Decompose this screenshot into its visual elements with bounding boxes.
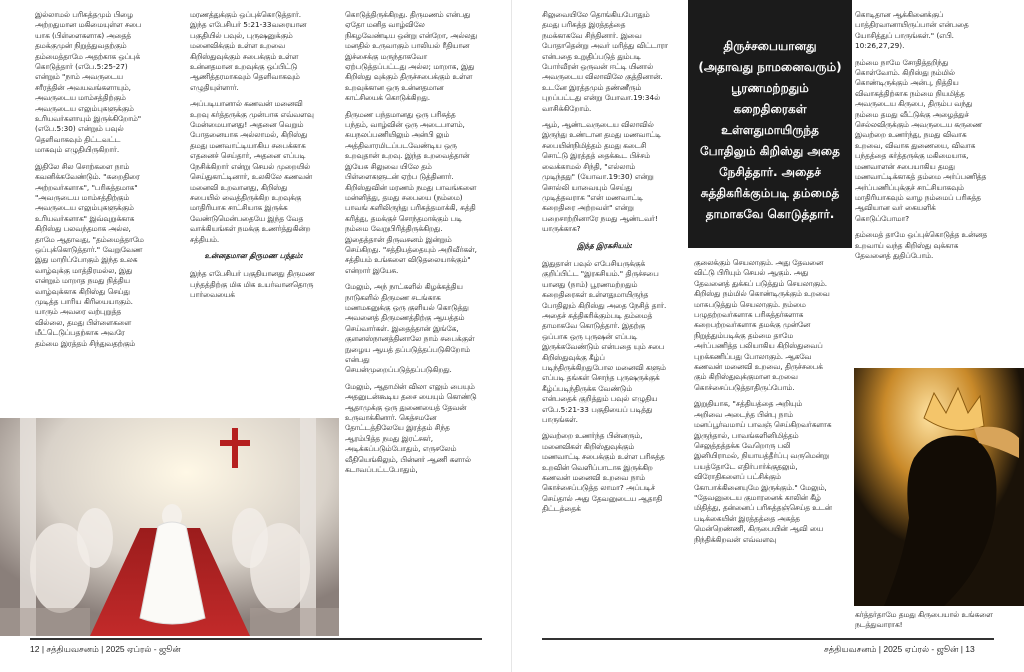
right-column-1 — [542, 10, 668, 626]
cross-icon — [232, 428, 238, 468]
paragraph: மேலும், அந் நாட்களில் கிழக்கத்திய நாடுகளில் திருமண சடங்காக மணமகனுக்கு ஒரு குளியல் கொடுத்து அவனைத் திருமணத்திற்கு ஆயத்தம் செய்வார்கள். இதைத்தான் இங்கே, குளனஸ்நானத்தினாலே நாம் சபைக்குள் நுழைய ஆயத் தப்படுத்தப்படுகிறோம் என்பது செயன்முறைப்படுத்தப்படுகிறது. — [345, 282, 475, 375]
pull-quote-text: திருச்சபையானது (அதாவது நாமனைவரும்) பூரணமற்றதும் கறைதிரைகள் உள்ளதுமாயிருந்த போதிலும் கிறிஸ்து அதை நேசித்தார். அதைச் சுத்திகரிக்கும்படி தம்மைத் தாமாகவே கொடுத்தார். — [698, 39, 842, 221]
crown-photo-svg — [854, 368, 1024, 606]
bride-illustration-svg — [0, 418, 339, 636]
paragraph: கர்த்தர்தாமே தமது கிருபையால் உங்களை நடத்துவாராக! — [855, 610, 993, 630]
right-column-2 — [694, 258, 832, 626]
paragraph: இந்த எபேசியர் பகுதியானது திருமண பந்தத்திற்கு மிக மிக உயர்வானதொரு பார்வையைக் — [190, 269, 315, 300]
left-column-3 — [345, 10, 477, 626]
paragraph: நம்மை நாமே சோதித்தறிந்து கொள்வோம். கிறிஸ்து நம்மில் கொண்டிருக்கும் அன்பு, நித்திய விவாகத்திற்காக நம்மை நியமித்த அவருடைய கிருபை, திரும்ப வந்து நம்மை தமது வீட்டுக்கு அழைத்துச் செல்லவிருக்கும் அவருடைய கருணை இவற்றை உணர்ந்து, நமது விவாக உறவை, விவாக துணையை, விவாக பந்தத்தை கர்த்தருக்கு மகிமையாக, மணவாளன் சபையாகிய தமது மணவாட்டிக்காகத் தம்மை அர்ப்பணித்த அர்ப்பணிப்புக்குச் சாட்சியாகவும் மாதிரியாகவும் வாழ நம்மைப் பரிசுத்த ஆவியான வர் கையளிக் கொடுப்போமா? — [855, 57, 987, 223]
paragraph: மரணத்துக்கும் ஒப்புக்கொடுத்தார். இந்த எபேசியர் 5:21-33வரையான பகுதியில் பவுல், புருஷனுக்கும் மனைவிக்கும் உள்ள உறவை கிறிஸ்துவுக்கும் சபைக்கும் உள்ள உன்னதமான உறவுக்கு ஒப்பிட்டு ஆணித்தரமாகவும் தெளிவாகவும் எழுதியுள்ளார். — [190, 10, 307, 92]
section-subheading: இந்த இரகசியம்: — [577, 240, 633, 250]
paragraph: திருமண பந்தமானது ஒரு பரிசுத்த பந்தம், வாழ்வின் ஒரு அடைபாளம், சுயநலப்பணியிலும் அன்பி லும் அத்திவாரமிடப்படவேண்டிய ஒரு உறவுதான் உறவு. இந்த உறவைத்தான் இயேசு சிலுவை யிலே தம் பிள்ளைகளுடன் ஏற்ப டுத்தினார். கிறிஸ்துவின் மரணம் நமது பாவங்களை மன்னித்து, தமது சபையை (நம்மை) பாவங் களிலிருந்து பரிசுத்தமாக்கி, சுத்தி கரித்து, தமக்குச் சொந்தமாக்கும் படி நம்மை வேறுபிரித்திருக்கிறது. இதைத்தான் திருவசனம் இன்றும் செய்கிறது. "சத்தியத்தையும் அறிவீர்கள், சத்தியம் உங்களை விடுதலையாக்கும்" என்றார் இயேசு. — [345, 109, 477, 275]
paragraph: இறுதியாக, "சத்தியத்தை அறியும் அறிவை அடைந்த பின்பு நாம் மனப்பூர்வமாய் பாவஞ் செய்கிறவர்களாக இருந்தால், பாவங்களினிமித்தம் செலுத்தத்தக்க வேறொரு பலி இனியிராமல், நியாயத்தீர்ப்பு வருமென்று பயத்தோடே எதிர்பார்க்குதலும், விரோதிகளைப் பட்சிக்கும் கோபாக்கினையுமே இருக்கும்." மேலும், "தேவனுடைய குமாரனைக் காலின் கீழ் மிதித்து, தன்னைப் பரிசுத்தஞ்செய்த உடன் படிக்கையின் இரத்தத்தை அசுத்த மென்றெண்ணி, கிருபையின் ஆவி யை நிந்திக்கிறவன் எவ்வளவு — [694, 399, 832, 544]
paragraph: இதுதான் பவுல் எபேசியருக்குக் குறிப்பிட்ட "இரகசியம்." திருச்சபை யானது (நாம்) பூரணமற்றதும் கறைதிரைகள் உள்ளதுமாயிருந்த போதிலும் கிறிஸ்து அதை நேசித் தார். அதைச் சுத்திகரிக்கும்படி தம்மைத் தாமாகவே கொடுத்தார். இதற்கு ஒப்பாக ஒரு புருஷன் எப்படி இருக்கவேண்டும் என்பதை யும் சபை கிறிஸ்துவுக்கு கீழ்ப் படிந்திருக்கிறதுபோல மனைவி களும் எப்படி தங்கள் சொந்த புருஷருக்குக் கீழ்ப்படிந்திருக்க வேண்டும் என்பதைக் குறித்தும் பவுல் எழுதிய எபே.5:21-33 பகுதியைப் படித்து பாருங்கள். — [542, 258, 667, 425]
crown-photo — [854, 368, 1024, 606]
closing-blessing — [855, 610, 995, 634]
footer-rule — [30, 638, 482, 640]
paragraph: இல்லாமல் பரிசுத்தமும் பிழை அற்றதுமான மகிமையுள்ள சபை யாக (பிள்ளைகளாக) அதைத் தமக்குமுன் நிறுத்துவதற்கும் தம்மைத்தாமே அதற்காக ஒப்புக் கொடுத்தார் (எபே.5:25-27) என்றும் "நாம் அவருடைய சரீரத்தின் அவயவங்களாயும், அவருடைய மாம்சத்திற்கும் அவருடைய எலும்புகளுக்கும் உரியவர்களாயும் இருக்கிறோம்" (எபே.5:30) என்றும் பவுல் தெளிவாகவும் திட்டவட்ட மாகவும் எழுதியிருகிறார். — [35, 10, 142, 155]
right-column-3 — [855, 10, 991, 370]
pull-quote-box — [688, 0, 852, 248]
section-subheading: உன்னதமான திருமண பந்தம்: — [204, 250, 304, 260]
bride-walking-illustration — [0, 418, 339, 636]
paragraph: கொடுத்திருக்கிறது. திருமணம் என்பது ஏதோ மனித வாழ்விலே நிகழவேண்டிய ஒன்று என்றோ, அல்லது மனதில் உருவாகும் பாலியல் ரீதியான இச்சைக்கு மருந்தாகவோ ஏற்படுத்தப்பட்டது அல்ல; மாறாக, இது கிறிஸ்து வுக்கும் திருச்சபைக்கும் உள்ள உறவுக்கான ஒரு உன்னதமான காட்சியைக் கொடுக்கிறது. — [345, 10, 477, 103]
paragraph: குலைக்கும் செயலாகும். அது தேவனை விட்டு பிரியும் செயல் ஆகும். அது தேவனைத் துக்கப் படுத்தும் செயலாகும். கிறிஸ்து நம்மில் கொண்டிருக்கும் உறவை மாசுபடுத்தும் செயலாகும். நம்மை பழுதற்றவர்களாக பரிசுத்தர்களாக கறைபற்றவர்களாக தமக்கு முன்னே நிறுத்தும்படிக்கு தம்மை தாமே அர்ப்பணித்த பலியாகிய கிறிஸ்துவைப் புறக்கணிப்பது போலாகும். ஆகவே கணவன் மனைவி உறவை, திருச்சபைக் கும் கிறிஸ்துவுக்குமான உறவை கொச்சைப்படுத்தாதிருப்போம். — [694, 258, 830, 392]
paragraph: மேலும், ஆதாமின் விலா எலும் பையும் அதனுடன்கூடிய தசை யையும் கொண்டு ஆதாமுக்கு ஒரு துணையைத் தேவன் உருவாக்கினார். கெத்சமனே தோட்டத்திலேயே இரத்தம் சிந்த ஆரம்பித்த நமது இரட்சகர், அடிக்கப்படும்போதும், எருசலேம் வீதியெங்கிலும், பின்னர் ஆணி களால் கடாவப்பட்டபோதும், — [345, 381, 477, 475]
left-page-footer: 12 | சத்தியவசனம் | 2025 ஏப்ரல் - ஜூன் — [30, 644, 181, 654]
paragraph: இவற்றை உணர்ந்த பின்னரும், மனைவிகள் கிறிஸ்துவுக்கும் மணவாட்டி சபைக்கும் உள்ள பரிசுத்த உறவின் வெளிப்பாடாக இருக்கிற கணவன் மனைவி உறவை நாம் கொச்சைப்படுத்த லாமா? அப்படிச் செய்தால் அது தேவனுடைய ஆதாதி திட்டத்தைக் — [542, 431, 665, 514]
footer-rule — [542, 638, 994, 640]
paragraph: சிலுவையிலே தொங்கியபோதும் தமது பரிசுத்த இரத்தத்தை நமக்காகவே சிந்தினார். இவை போதாதென்று அவர் மரித்து விட்டாரா என்பதை உறுதிப்படுத் தும்படி போர்வீரன் ஒருவன் ஈட்டி யினால் அவருடைய விலாவிலே குத்தினான். உடனே இரத்தமும் தண்ணீரும் புறப்பட்டது என்று யோவா.19:34ல் வாசிக்கிறோம். — [542, 10, 668, 113]
left-column-2 — [190, 10, 318, 408]
paragraph: தம்மைத் தாமே ஒப்புக்கொடுத்த உன்னத உறவாய் வந்த கிறிஸ்து வுக்காக தேவனைத் துதிப்போம். — [855, 230, 988, 260]
left-column-1 — [35, 10, 149, 408]
paragraph: இதிலே சில சொற்களை நாம் கவனிக்கவேண்டும். "கறைதிரை அற்றவர்களாக", "பரிசுத்தமாக" "அவருடைய மாம்சத்திற்கும் அவருடைய எலும்புகளுக்கும் உரியவர்களாக" இவ்வுறுக்காக கிறிஸ்து பலவந்தமாக அல்ல, தாமே ஆதாவது, "தம்மைத்தாமே ஒப்புக்கொடுத்தார்." வேறுவேண இது மாறிப்போகும் இந்த உலக வாழ்வுக்கு மாத்திரமல்ல, இது என்றும் மாறாத நமது நித்திய வாழ்வுக்காக கிறிஸ்து செய்து முடித்த பாரிய கிரியையாகும். யாரும் அவரை வற்புறுத்த வில்லை, தமது பிள்ளைகளை மீட்டெடுப்பதற்காக அவரே தம்மை இரத்தம் சிந்துவதற்கும் — [35, 161, 144, 348]
paragraph: அப்படியானால் கணவன் மனைவி உறவு கர்த்தருக்கு முன்பாக எவ்வளவு மேன்மையானது! அதனை வெறும் போதனையாக அல்லாமல், கிறிஸ்து தமது மணவாட்டியாகிய சபைக்காக எதனைச் செய்தார், அதனை எப்படி நேசிக்கிறார் என்று செயல் முறையில் செய்துகாட்டினார், உலகிலே கணவன் மனைவி உறவானது, கிறிஸ்து சபையில் வைத்திருக்கிற உறவுக்கு மாதிரியாக சாட்சியாக இருக்க வேண்டுமென்பதையே இந்த வேத வாக்கியங்கள் நமக்கு உணர்த்துகின்ற சத்தியம். — [190, 99, 314, 244]
right-page-footer: சத்தியவசனம் | 2025 ஏப்ரல் - ஜூன் | 13 — [824, 644, 975, 654]
paragraph: ஆம், ஆண்டவருடைய விலாவில் இருந்து உண்டான தமது மணவாட்டி சபையின்நிமித்தம் தமது கடைசி சொட்டு இரத்தத் தைக்கூட பிச்சம் வைக்காமல் சிந்தி, "எல்லாம் முடிந்தது" (யோவா.19:30) என்று சொல்லி யாவையும் செய்து முடித்தவராக "என் மணவாட்டி கறைதிரை அற்றவள்" என்று பறைசாற்றினாரே நமது ஆண்டவர்! யாருக்காக? — [542, 120, 661, 234]
paragraph: கொடிதான ஆக்கினைக்குப் பாத்திரவானாயிருப்பான் என்பதை யோசித்துப் பாருங்கள்." (எபி. 10:26,27,29). — [855, 10, 969, 51]
